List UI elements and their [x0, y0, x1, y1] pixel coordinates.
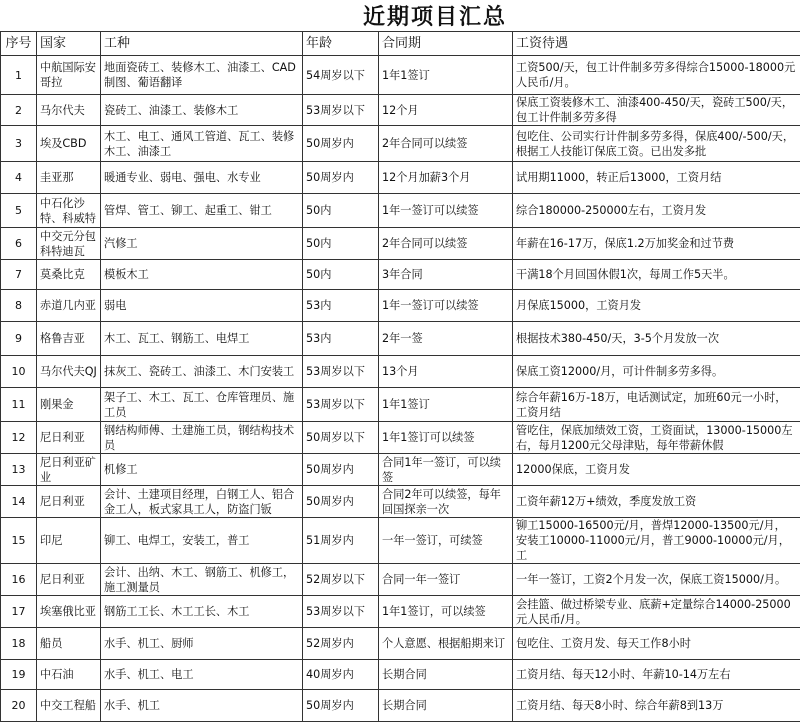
page-title: 近期项目汇总 — [0, 0, 800, 31]
cell-age: 54周岁以下 — [303, 56, 379, 95]
cell-country: 格鲁吉亚 — [37, 322, 101, 356]
cell-pay: 月保底15000，工资月发 — [513, 290, 800, 322]
table-row — [1, 628, 800, 660]
table-row — [1, 596, 800, 628]
cell-contract: 12个月加薪3个月 — [379, 162, 513, 194]
cell-no: 1 — [1, 56, 37, 95]
header-age: 年龄 — [303, 32, 379, 56]
cell-pay: 综合180000-250000左右，工资月发 — [513, 194, 800, 228]
cell-pay: 工资500/天，包工计件制多劳多得综合15000-18000元人民币/月。 — [513, 56, 800, 95]
cell-trades: 汽修工 — [101, 228, 303, 260]
cell-country: 尼日利亚 — [37, 486, 101, 518]
cell-trades: 木工、瓦工、钢筋工、电焊工 — [101, 322, 303, 356]
cell-contract: 1年一签订可以续签 — [379, 290, 513, 322]
table-row — [1, 290, 800, 322]
cell-pay: 12000保底，工资月发 — [513, 454, 800, 486]
cell-trades: 暖通专业、弱电、强电、水专业 — [101, 162, 303, 194]
cell-age: 53内 — [303, 322, 379, 356]
cell-no: 8 — [1, 290, 37, 322]
cell-country: 刚果金 — [37, 388, 101, 422]
cell-pay: 工资月结、每天8小时、综合年薪8到13万 — [513, 690, 800, 722]
cell-trades: 管焊、管工、铆工、起重工、钳工 — [101, 194, 303, 228]
table-row — [1, 56, 800, 95]
cell-pay: 综合年薪16万-18万，电话测试定，加班60元一小时，工资月结 — [513, 388, 800, 422]
cell-pay: 年薪在16-17万，保底1.2万加奖金和过节费 — [513, 228, 800, 260]
cell-contract: 合同2年可以续签，每年回国探亲一次 — [379, 486, 513, 518]
cell-pay: 管吃住，保底加绩效工资，工资面试，13000-15000左右，每月1200元父母津贴，每年带薪休假 — [513, 422, 800, 454]
cell-trades: 架子工、木工、瓦工、仓库管理员、施工员 — [101, 388, 303, 422]
cell-trades: 水手、机工、电工 — [101, 660, 303, 690]
cell-trades: 模板木工 — [101, 260, 303, 290]
cell-country: 埃及CBD — [37, 126, 101, 162]
cell-country: 中交元分包科特迪瓦 — [37, 228, 101, 260]
cell-pay: 包吃住、工资月发、每天工作8小时 — [513, 628, 800, 660]
table-row — [1, 422, 800, 454]
cell-contract: 1年1签订，可以续签 — [379, 596, 513, 628]
cell-age: 52周岁以下 — [303, 564, 379, 596]
cell-no: 5 — [1, 194, 37, 228]
cell-country: 马尔代夫 — [37, 95, 101, 126]
table-row — [1, 388, 800, 422]
cell-no: 3 — [1, 126, 37, 162]
table-row — [1, 518, 800, 564]
project-summary-table — [0, 31, 800, 722]
cell-no: 15 — [1, 518, 37, 564]
cell-age: 50内 — [303, 228, 379, 260]
cell-country: 印尼 — [37, 518, 101, 564]
cell-no: 12 — [1, 422, 37, 454]
cell-age: 50周岁内 — [303, 690, 379, 722]
cell-no: 10 — [1, 356, 37, 388]
cell-pay: 一年一签订，工资2个月发一次，保底工资15000/月。 — [513, 564, 800, 596]
cell-pay: 根据技术380-450/天，3-5个月发放一次 — [513, 322, 800, 356]
cell-no: 19 — [1, 660, 37, 690]
header-pay: 工资待遇 — [513, 32, 800, 56]
cell-no: 18 — [1, 628, 37, 660]
table-body — [1, 56, 800, 722]
cell-no: 17 — [1, 596, 37, 628]
cell-pay: 铆工15000-16500元/月，普焊12000-13500元/月，安装工10000-11000元/月，普工9000-10000元/月，工 — [513, 518, 800, 564]
cell-age: 53内 — [303, 290, 379, 322]
cell-age: 50内 — [303, 260, 379, 290]
table-row — [1, 564, 800, 596]
table-row — [1, 162, 800, 194]
header-country: 国家 — [37, 32, 101, 56]
table-row — [1, 322, 800, 356]
cell-trades: 抹灰工、瓷砖工、油漆工、木门安装工 — [101, 356, 303, 388]
cell-trades: 会计、土建项目经理，白钢工人、铝合金工人，板式家具工人，防盗门钣 — [101, 486, 303, 518]
cell-age: 51周岁内 — [303, 518, 379, 564]
cell-no: 9 — [1, 322, 37, 356]
cell-no: 13 — [1, 454, 37, 486]
cell-contract: 长期合同 — [379, 690, 513, 722]
cell-contract: 13个月 — [379, 356, 513, 388]
cell-pay: 会挂篮、做过桥梁专业、底薪+定量综合14000-25000元人民币/月。 — [513, 596, 800, 628]
header-trades: 工种 — [101, 32, 303, 56]
cell-pay: 保底工资装修木工、油漆400-450/天，瓷砖工500/天，包工计件制多劳多得 — [513, 95, 800, 126]
cell-trades: 铆工、电焊工，安装工，普工 — [101, 518, 303, 564]
cell-country: 中石化沙特、科威特 — [37, 194, 101, 228]
cell-trades: 弱电 — [101, 290, 303, 322]
cell-country: 中交工程船 — [37, 690, 101, 722]
cell-pay: 工资月结、每天12小时、年薪10-14万左右 — [513, 660, 800, 690]
cell-contract: 1年1签订可以续签 — [379, 422, 513, 454]
cell-contract: 个人意愿、根据船期来订 — [379, 628, 513, 660]
cell-trades: 会计、出纳、木工、钢筋工、机修工，施工测量员 — [101, 564, 303, 596]
cell-pay: 试用期11000，转正后13000，工资月结 — [513, 162, 800, 194]
cell-age: 50周岁内 — [303, 162, 379, 194]
header-no: 序号 — [1, 32, 37, 56]
table-row — [1, 126, 800, 162]
table-row — [1, 260, 800, 290]
cell-country: 莫桑比克 — [37, 260, 101, 290]
cell-country: 中石油 — [37, 660, 101, 690]
cell-trades: 地面瓷砖工、装修木工、油漆工、CAD制图、葡语翻译 — [101, 56, 303, 95]
cell-contract: 合同1年一签订，可以续签 — [379, 454, 513, 486]
cell-age: 40周岁内 — [303, 660, 379, 690]
table-row — [1, 228, 800, 260]
table-row — [1, 690, 800, 722]
table-row — [1, 194, 800, 228]
cell-trades: 瓷砖工、油漆工、装修木工 — [101, 95, 303, 126]
cell-contract: 1年1签订 — [379, 388, 513, 422]
cell-country: 圭亚那 — [37, 162, 101, 194]
cell-contract: 一年一签订，可续签 — [379, 518, 513, 564]
cell-contract: 2年合同可以续签 — [379, 126, 513, 162]
cell-contract: 合同一年一签订 — [379, 564, 513, 596]
cell-age: 50周岁内 — [303, 486, 379, 518]
cell-pay: 工资年薪12万+绩效，季度发放工资 — [513, 486, 800, 518]
cell-no: 7 — [1, 260, 37, 290]
cell-contract: 2年合同可以续签 — [379, 228, 513, 260]
cell-pay: 保底工资12000/月，可计件制多劳多得。 — [513, 356, 800, 388]
cell-age: 50内 — [303, 194, 379, 228]
header-contract: 合同期 — [379, 32, 513, 56]
cell-trades: 钢筋工工长、木工工长、木工 — [101, 596, 303, 628]
cell-no: 16 — [1, 564, 37, 596]
cell-trades: 木工、电工、通风工管道、瓦工、装修木工、油漆工 — [101, 126, 303, 162]
cell-contract: 1年1签订 — [379, 56, 513, 95]
cell-no: 14 — [1, 486, 37, 518]
cell-country: 尼日利亚矿业 — [37, 454, 101, 486]
cell-age: 52周岁内 — [303, 628, 379, 660]
cell-age: 53周岁以下 — [303, 356, 379, 388]
cell-contract: 长期合同 — [379, 660, 513, 690]
cell-age: 50周岁内 — [303, 126, 379, 162]
cell-country: 中航国际安哥拉 — [37, 56, 101, 95]
cell-age: 53周岁以下 — [303, 388, 379, 422]
cell-contract: 3年合同 — [379, 260, 513, 290]
cell-country: 赤道几内亚 — [37, 290, 101, 322]
cell-country: 船员 — [37, 628, 101, 660]
table-row — [1, 95, 800, 126]
cell-pay: 包吃住、公司实行计件制多劳多得，保底400/-500/天，根据工人技能订保底工资。已出发多批 — [513, 126, 800, 162]
cell-contract: 12个月 — [379, 95, 513, 126]
cell-country: 尼日利亚 — [37, 422, 101, 454]
cell-age: 53周岁以下 — [303, 95, 379, 126]
cell-age: 50周岁内 — [303, 454, 379, 486]
cell-trades: 机修工 — [101, 454, 303, 486]
cell-trades: 钢结构师傅、土建施工员，钢结构技术员 — [101, 422, 303, 454]
table-row — [1, 660, 800, 690]
cell-trades: 水手、机工 — [101, 690, 303, 722]
cell-contract: 1年一签订可以续签 — [379, 194, 513, 228]
cell-age: 53周岁以下 — [303, 596, 379, 628]
cell-country: 尼日利亚 — [37, 564, 101, 596]
table-row — [1, 454, 800, 486]
cell-country: 埃塞俄比亚 — [37, 596, 101, 628]
cell-no: 20 — [1, 690, 37, 722]
cell-trades: 水手、机工、厨师 — [101, 628, 303, 660]
cell-country: 马尔代夫QJ — [37, 356, 101, 388]
cell-no: 4 — [1, 162, 37, 194]
cell-pay: 干满18个月回国休假1次，每周工作5天半。 — [513, 260, 800, 290]
cell-no: 6 — [1, 228, 37, 260]
table-row — [1, 486, 800, 518]
cell-no: 2 — [1, 95, 37, 126]
cell-age: 50周岁以下 — [303, 422, 379, 454]
table-header-row — [1, 32, 800, 56]
cell-no: 11 — [1, 388, 37, 422]
cell-contract: 2年一签 — [379, 322, 513, 356]
table-row — [1, 356, 800, 388]
